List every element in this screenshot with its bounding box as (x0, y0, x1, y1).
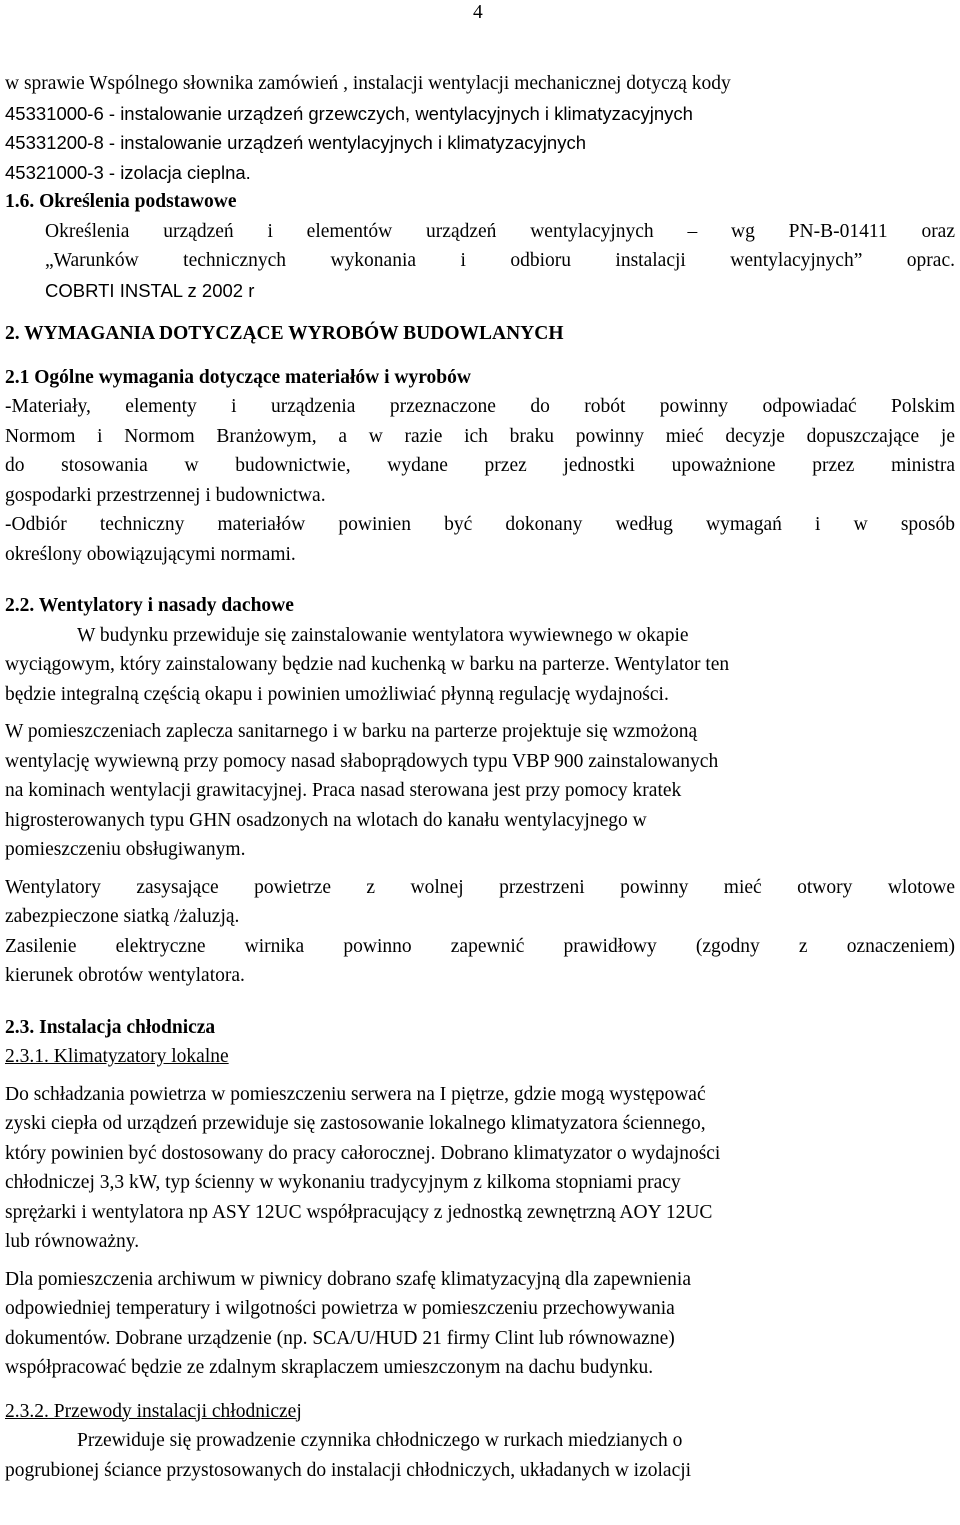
cpv-code-line: 45331000-6 - instalowanie urządzeń grzewczych, wentylacyjnych i klimatyzacyjnych (5, 102, 693, 124)
paragraph-line: odpowiedniej temperatury i wilgotności powietrza w pomieszczeniu przechowywania (5, 1298, 675, 1319)
paragraph-line: Normom i Normom Branżowym, a w razie ich braku powinny mieć decyzje dopuszczające je (5, 425, 955, 447)
paragraph-line: -Odbiór techniczny materiałów powinien być dokonany według wymagań i w sposób (5, 514, 955, 535)
paragraph-line: higrosterowanych typu GHN osadzonych na wlotach do kanału wentylacyjnego w (5, 809, 647, 831)
section-heading-2-3: 2.3. Instalacja chłodnicza (5, 1016, 216, 1038)
paragraph-line: współpracować będzie ze zdalnym skraplaczem umieszczonym na dachu budynku. (5, 1357, 654, 1378)
page-number: 4 (473, 2, 483, 23)
paragraph-line: pomieszczeniu obsługiwanym. (5, 839, 246, 860)
cpv-code-line: 45321000-3 - izolacja cieplna. (5, 161, 251, 183)
intro-line: w sprawie Wspólnego słownika zamówień , instalacji wentylacji mechanicznej dotyczą kody (5, 73, 731, 94)
section-heading-2-2: 2.2. Wentylatory i nasady dachowe (5, 595, 294, 616)
paragraph-line: W pomieszczeniach zaplecza sanitarnego i w barku na parterze projektuje się wzmożoną (5, 721, 698, 742)
paragraph-line: chłodniczej 3,3 kW, typ ścienny w wykonaniu tradycyjnym z kilkoma stopniami pracy (5, 1172, 681, 1193)
subsection-heading-2-3-1: 2.3.1. Klimatyzatory lokalne (5, 1046, 229, 1067)
paragraph-line: sprężarki i wentylatora np ASY 12UC współpracujący z jednostką zewnętrzną AOY 12UC (5, 1201, 713, 1223)
paragraph-line: na kominach wentylacji grawitacyjnej. Praca nasad sterowana jest przy pomocy kratek (5, 780, 682, 801)
document-body (5, 69, 955, 1485)
paragraph-line: „Warunków technicznych wykonania i odbioru instalacji wentylacyjnych” oprac. (45, 250, 955, 271)
paragraph-line: będzie integralną częścią okapu i powinien umożliwiać płynną regulację wydajności. (5, 683, 669, 705)
section-heading-2-1: 2.1 Ogólne wymagania dotyczące materiałów i wyrobów (5, 366, 471, 388)
section-heading-1-6: 1.6. Określenia podstawowe (5, 191, 237, 212)
paragraph-line: który powinien być dostosowany do pracy całorocznej. Dobrano klimatyzator o wydajności (5, 1142, 721, 1164)
paragraph-line: wyciągowym, który zainstalowany będzie nad kuchenką w barku na parterze. Wentylator ten (5, 654, 730, 675)
paragraph-line: COBRTI INSTAL z 2002 r (45, 279, 255, 301)
paragraph-line: kierunek obrotów wentylatora. (5, 965, 245, 986)
paragraph-line: wentylację wywiewną przy pomocy nasad słaboprądowych typu VBP 900 zainstalowanych (5, 750, 719, 772)
cpv-code-line: 45331200-8 - instalowanie urządzeń wentylacyjnych i klimatyzacyjnych (5, 132, 586, 153)
paragraph-line: lub równoważny. (5, 1231, 140, 1252)
subsection-heading-2-3-2: 2.3.2. Przewody instalacji chłodniczej (5, 1400, 302, 1422)
paragraph-line: zabezpieczone siatką /żaluzją. (5, 906, 240, 927)
paragraph-line: Wentylatory zasysające powietrze z wolnej przestrzeni powinny mieć otwory wlotowe (5, 876, 955, 898)
paragraph-line: do stosowania w budownictwie, wydane przez jednostki upoważnione przez ministra (5, 455, 955, 476)
section-heading-2: 2. WYMAGANIA DOTYCZĄCE WYROBÓW BUDOWLANYCH (5, 323, 564, 344)
paragraph-line: W budynku przewiduje się zainstalowanie wentylatora wywiewnego w okapie (77, 624, 689, 646)
paragraph-line: gospodarki przestrzennej i budownictwa. (5, 484, 326, 506)
paragraph-line: -Materiały, elementy i urządzenia przeznaczone do robót powinny odpowiadać Polskim (5, 396, 955, 417)
paragraph-line: Przewiduje się prowadzenie czynnika chłodniczego w rurkach miedzianych o (77, 1430, 683, 1451)
paragraph-line: Do schładzania powietrza w pomieszczeniu serwera na I piętrze, gdzie mogą występować (5, 1083, 706, 1105)
paragraph-line: określony obowiązującymi normami. (5, 543, 296, 565)
paragraph-line: Zasilenie elektryczne wirnika powinno zapewnić prawidłowy (zgodny z oznaczeniem) (5, 935, 955, 957)
paragraph-line: Dla pomieszczenia archiwum w piwnicy dobrano szafę klimatyzacyjną dla zapewnienia (5, 1268, 692, 1290)
paragraph-line: Określenia urządzeń i elementów urządzeń wentylacyjnych – wg PN-B-01411 oraz (45, 220, 955, 242)
paragraph-line: zyski ciepła od urządzeń przewiduje się zastosowanie lokalnego klimatyzatora ściennego, (5, 1113, 706, 1134)
paragraph-line: pogrubionej ściance przystosowanych do instalacji chłodniczych, układanych w izolacji (5, 1459, 692, 1481)
paragraph-line: dokumentów. Dobrane urządzenie (np. SCA/U/HUD 21 firmy Clint lub równowazne) (5, 1327, 675, 1349)
